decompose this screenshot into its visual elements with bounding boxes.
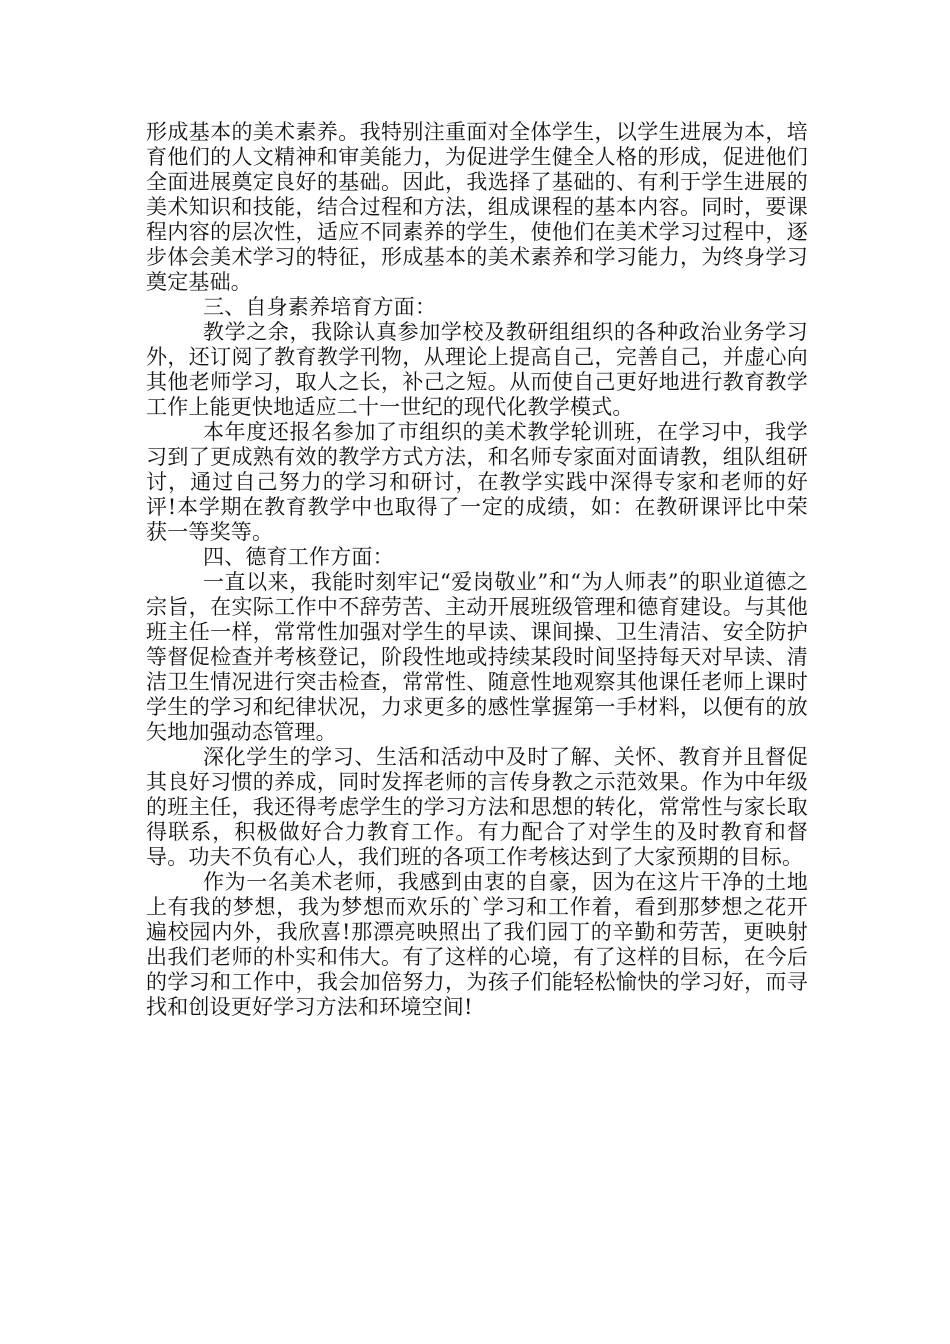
paragraph-habit-formation: 深化学生的学习、生活和活动中及时了解、关怀、教育并且督促其良好习惯的养成，同时发挥老师的言传身教之示范效果。作为中年级的班主任，我还得考虑学生的学习方法和思想的转化，常常性与家长取得联系，积极做好合力教育工作。有力配合了对学生的及时教育和督导。功夫不负有心人，我们班的各项工作考核达到了大家预期的目标。 [146,745,808,869]
document-body [146,120,808,1020]
paragraph-study-after-teaching: 教学之余，我除认真参加学校及教研组组织的各种政治业务学习外，还订阅了教育教学刊物，从理论上提高自己，完善自己，并虚心向其他老师学习，取人之长，补己之短。从而使自己更好地进行教育教学工作上能更快地适应二十一世纪的现代化教学模式。 [146,320,808,419]
paragraph-class-management: 一直以来，我能时刻牢记“爱岗敬业”和“为人师表”的职业道德之宗旨，在实际工作中不辞劳苦、主动开展班级管理和德育建设。与其他班主任一样，常常性加强对学生的早读、课间操、卫生清洁、安全防护等督促检查并考核登记，阶段性地或持续某段时间坚持每天对早读、清洁卫生情况进行突击检查，常常性、随意性地观察其他课任老师上课时学生的学习和纪律状况，力求更多的感性掌握第一手材料，以便有的放矢地加强动态管理。 [146,570,808,744]
section-heading-moral-education: 四、德育工作方面： [203,545,394,569]
paragraph-closing-reflection: 作为一名美术老师，我感到由衷的自豪，因为在这片干净的土地上有我的梦想，我为梦想而欢乐的`学习和工作着，看到那梦想之花开遍校园内外，我欣喜!那漂亮映照出了我们园丁的辛勤和劳苦，更映射出我们老师的朴实和伟大。有了这样的心境，有了这样的目标，在今后的学习和工作中，我会加倍努力，为孩子们能轻松愉快的学习好，而寻找和创设更好学习方法和环境空间! [146,870,808,1019]
paragraph-training-class: 本年度还报名参加了市组织的美术教学轮训班，在学习中，我学习到了更成熟有效的教学方式方法，和名师专家面对面请教，组队组研讨，通过自己努力的学习和研讨，在教学实践中深得专家和老师的好评!本学期在教育教学中也取得了一定的成绩，如：在教研课评比中荣获一等奖等。 [146,420,808,544]
section-heading-self-cultivation: 三、自身素养培育方面： [203,295,437,319]
paragraph-art-literacy-continuation: 形成基本的美术素养。我特别注重面对全体学生，以学生进展为本，培育他们的人文精神和审美能力，为促进学生健全人格的形成，促进他们全面进展奠定良好的基础。因此，我选择了基础的、有利于学生进展的美术知识和技能，结合过程和方法，组成课程的基本内容。同时，要课程内容的层次性，适应不同素养的学生，使他们在美术学习过程中，逐步体会美术学习的特征，形成基本的美术素养和学习能力，为终身学习奠定基础。 [146,120,808,294]
